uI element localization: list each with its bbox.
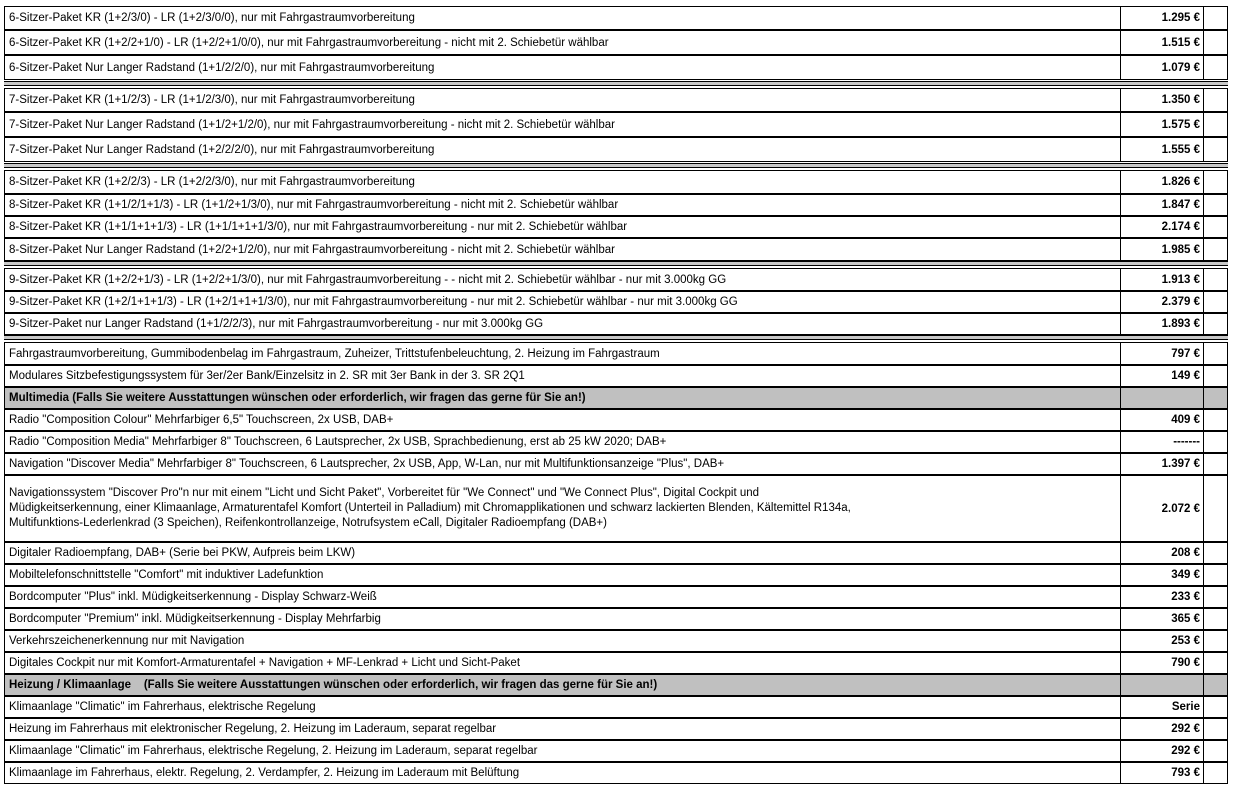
item-description: 7-Sitzer-Paket Nur Langer Radstand (1+2/2/2/0), nur mit Fahrgastraumvorbereitung [4, 137, 1120, 162]
section-header-heating [4, 674, 1228, 696]
empty-column [1204, 564, 1228, 586]
item-price: 790 € [1120, 652, 1204, 674]
empty-column [1204, 268, 1228, 291]
item-price: 797 € [1120, 342, 1204, 365]
empty-column [1204, 291, 1228, 313]
item-price: 2.379 € [1120, 291, 1204, 313]
item-price: 253 € [1120, 630, 1204, 652]
section-header-multimedia [4, 387, 1228, 409]
section-title: Heizung / Klimaanlage (Falls Sie weitere Ausstattungen wünschen oder erforderlich, wir fragen das gerne für Sie an!) [4, 674, 1120, 696]
item-description: Heizung im Fahrerhaus mit elektronischer Regelung, 2. Heizung im Laderaum, separat regelbar [4, 718, 1120, 740]
item-price: Serie [1120, 696, 1204, 718]
table-row [4, 696, 1228, 718]
empty-column [1204, 542, 1228, 564]
empty-column [1204, 6, 1228, 30]
empty-column [1204, 387, 1228, 409]
empty-column [1204, 88, 1228, 112]
item-price: 2.072 € [1120, 475, 1204, 542]
item-price: 1.847 € [1120, 194, 1204, 216]
table-row [4, 718, 1228, 740]
item-price: 1.826 € [1120, 170, 1204, 194]
empty-column [1204, 762, 1228, 784]
group-separator [4, 261, 1228, 266]
empty-column [1204, 740, 1228, 762]
table-row [4, 6, 1228, 30]
table-row [4, 630, 1228, 652]
table-row [4, 30, 1228, 55]
item-price: 208 € [1120, 542, 1204, 564]
item-price: 1.515 € [1120, 30, 1204, 55]
item-price: 1.555 € [1120, 137, 1204, 162]
item-description: Bordcomputer "Premium" inkl. Müdigkeitserkennung - Display Mehrfarbig [4, 608, 1120, 630]
item-description: 8-Sitzer-Paket KR (1+1/2/1+1/3) - LR (1+1/2+1/3/0), nur mit Fahrgastraumvorbereitung - nicht mit 2. Schiebetür wählbar [4, 194, 1120, 216]
item-price: 1.893 € [1120, 313, 1204, 335]
empty-column [1204, 342, 1228, 365]
table-row [4, 112, 1228, 137]
item-price: 793 € [1120, 762, 1204, 784]
item-description: Fahrgastraumvorbereitung, Gummibodenbelag im Fahrgastraum, Zuheizer, Trittstufenbeleuchtung, 2. Heizung im Fahrgastraum [4, 342, 1120, 365]
item-description: 9-Sitzer-Paket nur Langer Radstand (1+1/2/2/3), nur mit Fahrgastraumvorbereitung - nur mit 3.000kg GG [4, 313, 1120, 335]
table-row [4, 88, 1228, 112]
table-row [4, 313, 1228, 335]
item-description: Digitaler Radioempfang, DAB+ (Serie bei PKW, Aufpreis beim LKW) [4, 542, 1120, 564]
item-price: 233 € [1120, 586, 1204, 608]
item-price: 365 € [1120, 608, 1204, 630]
empty-column [1204, 216, 1228, 238]
item-price: 149 € [1120, 365, 1204, 387]
empty-column [1204, 313, 1228, 335]
item-description: 6-Sitzer-Paket Nur Langer Radstand (1+1/2/2/0), nur mit Fahrgastraumvorbereitung [4, 55, 1120, 80]
item-description: 9-Sitzer-Paket KR (1+2/1+1+1/3) - LR (1+2/1+1+1/3/0), nur mit Fahrgastraumvorbereitung - nur mit 2. Schiebetür wählbar - nur mit 3.000kg GG [4, 291, 1120, 313]
empty-column [1204, 170, 1228, 194]
item-description: Modulares Sitzbefestigungssystem für 3er/2er Bank/Einzelsitz in 2. SR mit 3er Bank in der 3. SR 2Q1 [4, 365, 1120, 387]
group-separator [4, 81, 1228, 86]
item-description: Digitales Cockpit nur mit Komfort-Armaturentafel + Navigation + MF-Lenkrad + Licht und Sicht-Paket [4, 652, 1120, 674]
item-description: Mobiltelefonschnittstelle "Comfort" mit induktiver Ladefunktion [4, 564, 1120, 586]
item-description: 6-Sitzer-Paket KR (1+2/2+1/0) - LR (1+2/2+1/0/0), nur mit Fahrgastraumvorbereitung - nicht mit 2. Schiebetür wählbar [4, 30, 1120, 55]
empty-column [1204, 630, 1228, 652]
table-row [4, 238, 1228, 261]
table-row [4, 365, 1228, 387]
empty-column [1204, 238, 1228, 261]
item-description: Radio "Composition Colour" Mehrfarbiger 6,5" Touchscreen, 2x USB, DAB+ [4, 409, 1120, 431]
item-price: 2.174 € [1120, 216, 1204, 238]
empty-column [1204, 475, 1228, 542]
empty-column [1204, 431, 1228, 453]
item-price: 1.350 € [1120, 88, 1204, 112]
table-row [4, 652, 1228, 674]
item-description: Bordcomputer "Plus" inkl. Müdigkeitserkennung - Display Schwarz-Weiß [4, 586, 1120, 608]
table-row [4, 291, 1228, 313]
item-price: 1.397 € [1120, 453, 1204, 475]
empty-column [1204, 586, 1228, 608]
item-description: 9-Sitzer-Paket KR (1+2/2+1/3) - LR (1+2/2+1/3/0), nur mit Fahrgastraumvorbereitung - - nicht mit 2. Schiebetür wählbar - nur mit 3.000kg GG [4, 268, 1120, 291]
item-price: 292 € [1120, 740, 1204, 762]
table-row [4, 608, 1228, 630]
group-separator [4, 335, 1228, 340]
item-description: Radio "Composition Media" Mehrfarbiger 8" Touchscreen, 6 Lautsprecher, 2x USB, Sprachbedienung, erst ab 25 kW 2020; DAB+ [4, 431, 1120, 453]
empty-column [1204, 112, 1228, 137]
item-description: Verkehrszeichenerkennung nur mit Navigation [4, 630, 1120, 652]
item-price: 409 € [1120, 409, 1204, 431]
table-row [4, 762, 1228, 784]
table-row [4, 137, 1228, 162]
item-price: 1.985 € [1120, 238, 1204, 261]
table-row [4, 453, 1228, 475]
empty-column [1204, 696, 1228, 718]
table-row [4, 431, 1228, 453]
item-description: Klimaanlage "Climatic" im Fahrerhaus, elektrische Regelung [4, 696, 1120, 718]
item-description: Navigation "Discover Media" Mehrfarbiger 8" Touchscreen, 6 Lautsprecher, 2x USB, App, W-Lan, nur mit Multifunktionsanzeige "Plus", DAB+ [4, 453, 1120, 475]
empty-column [1204, 652, 1228, 674]
empty-column [1204, 453, 1228, 475]
empty-column [1204, 409, 1228, 431]
item-price: 1.079 € [1120, 55, 1204, 80]
empty-column [1204, 674, 1228, 696]
item-description: Klimaanlage "Climatic" im Fahrerhaus, elektrische Regelung, 2. Heizung im Laderaum, separat regelbar [4, 740, 1120, 762]
item-description: Navigationssystem "Discover Pro"n nur mit einem "Licht und Sicht Paket", Vorbereitet für "We Connect" und "We Connect Plus", Digital Cockpit und Müdigkeitserkennung, einer Klimaanlage, Armaturentafel Komfort (Unterteil in Palladium) mit Chromapplikationen und schwarz lackierten Blenden, Kältemittel R134a, Multifunktions-Lederlenkrad (3 Speichen), Reifenkontrollanzeige, Notrufsystem eCall, Digitaler Radioempfang (DAB+) [4, 475, 1120, 542]
empty-column [1204, 30, 1228, 55]
empty-column [1204, 365, 1228, 387]
item-description: Klimaanlage im Fahrerhaus, elektr. Regelung, 2. Verdampfer, 2. Heizung im Laderaum mit Belüftung [4, 762, 1120, 784]
table-row [4, 475, 1228, 542]
table-row [4, 194, 1228, 216]
item-price: 1.913 € [1120, 268, 1204, 291]
empty-column [1204, 137, 1228, 162]
empty-price [1120, 387, 1204, 409]
empty-column [1204, 194, 1228, 216]
item-description: 7-Sitzer-Paket KR (1+1/2/3) - LR (1+1/2/3/0), nur mit Fahrgastraumvorbereitung [4, 88, 1120, 112]
table-row [4, 586, 1228, 608]
table-row [4, 55, 1228, 80]
empty-column [1204, 718, 1228, 740]
table-row [4, 542, 1228, 564]
item-description: 7-Sitzer-Paket Nur Langer Radstand (1+1/2+1/2/0), nur mit Fahrgastraumvorbereitung - nicht mit 2. Schiebetür wählbar [4, 112, 1120, 137]
item-price: 1.295 € [1120, 6, 1204, 30]
table-row [4, 564, 1228, 586]
item-description: 6-Sitzer-Paket KR (1+2/3/0) - LR (1+2/3/0/0), nur mit Fahrgastraumvorbereitung [4, 6, 1120, 30]
item-price: ------- [1120, 431, 1204, 453]
section-title: Multimedia (Falls Sie weitere Ausstattungen wünschen oder erforderlich, wir fragen das gerne für Sie an!) [4, 387, 1120, 409]
table-row [4, 740, 1228, 762]
item-price: 349 € [1120, 564, 1204, 586]
table-row [4, 342, 1228, 365]
table-row [4, 268, 1228, 291]
item-description: 8-Sitzer-Paket KR (1+2/2/3) - LR (1+2/2/3/0), nur mit Fahrgastraumvorbereitung [4, 170, 1120, 194]
table-row [4, 409, 1228, 431]
table-row [4, 170, 1228, 194]
item-price: 292 € [1120, 718, 1204, 740]
group-separator [4, 163, 1228, 168]
empty-column [1204, 55, 1228, 80]
item-price: 1.575 € [1120, 112, 1204, 137]
item-description: 8-Sitzer-Paket Nur Langer Radstand (1+2/2+1/2/0), nur mit Fahrgastraumvorbereitung - nicht mit 2. Schiebetür wählbar [4, 238, 1120, 261]
empty-price [1120, 674, 1204, 696]
empty-column [1204, 608, 1228, 630]
table-row [4, 216, 1228, 238]
item-description: 8-Sitzer-Paket KR (1+1/1+1+1/3) - LR (1+1/1+1+1/3/0), nur mit Fahrgastraumvorbereitung - nur mit 2. Schiebetür wählbar [4, 216, 1120, 238]
